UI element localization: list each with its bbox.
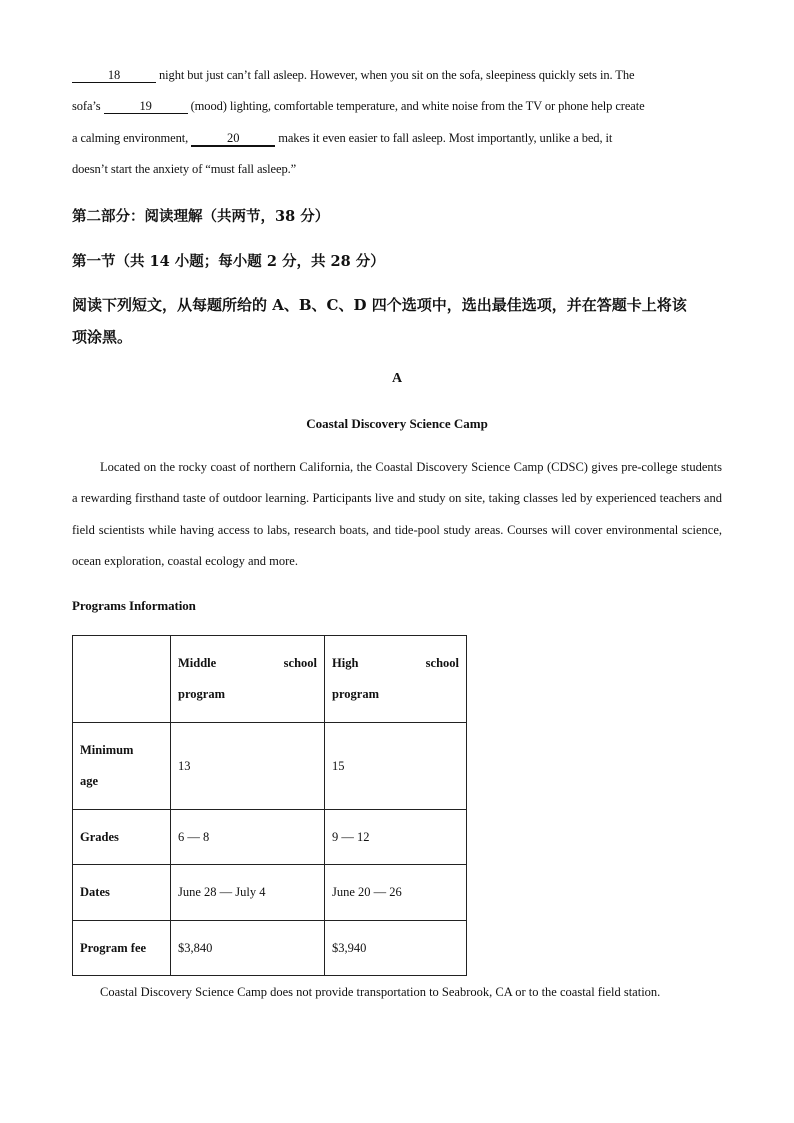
passage-title: Coastal Discovery Science Camp [306,416,488,431]
table-corner-cell [73,636,171,723]
programs-table [72,635,467,976]
cell-high: June 20 — 26 [325,865,467,921]
passage-paragraph [72,452,722,577]
header-high-word: school [425,656,459,670]
row-label: Dates [73,865,171,921]
header-high-word: program [332,687,379,701]
cloze-pre-3: a calming environment, [72,131,192,145]
row-label: Grades [73,810,171,865]
row-label-line: Minimum [80,743,134,757]
passage-letter: A [391,371,403,386]
cell-high: $3,940 [325,921,467,976]
subsection-heading: 第一节（共 14 小题；每小题 2 分，共 28 分） [72,253,385,270]
table-row [73,723,467,810]
cell-high: 15 [325,723,467,810]
instruction-line-1: 阅读下列短文，从每题所给的 A、B、C、D 四个选项中，选出最佳选项，并在答题卡上将该 [72,296,687,314]
instruction-line-2: 项涂黑。 [72,328,133,346]
table-row [73,865,467,921]
cell-middle: 6 — 8 [171,810,325,865]
blank-20: 20 [191,132,275,147]
header-middle-word: program [178,687,225,701]
blank-19: 19 [104,100,188,114]
table-header-high [325,636,467,723]
table-row [73,921,467,976]
cloze-line-2 [72,99,645,114]
passage-paragraph-text: Located on the rocky coast of northern California, the Coastal Discovery Science Camp (CDSC) gives pre-college students a rewarding firsthand taste of outdoor learning. Participants live and study on site, taking classes led by experienced teachers and field scientists while having access to labs, research boats, and tide-pool study areas. Courses will cover environmental science, ocean exploration, coastal ecology and more. [72,460,722,568]
section-heading: 第二部分：阅读理解（共两节，38 分） [72,208,330,225]
cloze-line-3 [72,131,612,147]
cell-high: 9 — 12 [325,810,467,865]
cell-middle: 13 [171,723,325,810]
row-label [73,723,171,810]
header-high-word: High [332,656,359,670]
cloze-line-4: doesn’t start the anxiety of “must fall asleep.” [72,162,297,176]
programs-heading: Programs Information [72,598,196,613]
cell-middle: $3,840 [171,921,325,976]
cell-middle: June 28 — July 4 [171,865,325,921]
cloze-text-3: makes it even easier to fall asleep. Most importantly, unlike a bed, it [275,131,613,145]
blank-18: 18 [72,69,156,83]
row-label-line: age [80,774,99,788]
header-middle-word: Middle [178,656,217,670]
table-header-row [73,636,467,723]
cloze-line-1 [72,68,634,83]
footer-note [72,977,722,1008]
footer-note-text: Coastal Discovery Science Camp does not provide transportation to Seabrook, CA or to the coastal field station. [100,985,661,999]
cloze-text-1: night but just can’t fall asleep. However, when you sit on the sofa, sleepiness quickly sets in. The [156,68,635,82]
table-header-middle [171,636,325,723]
header-middle-word: school [283,656,317,670]
table-row [73,810,467,865]
cloze-text-2: (mood) lighting, comfortable temperature, and white noise from the TV or phone help create [187,99,645,113]
row-label: Program fee [73,921,171,976]
cloze-pre-2: sofa’s [72,99,104,113]
